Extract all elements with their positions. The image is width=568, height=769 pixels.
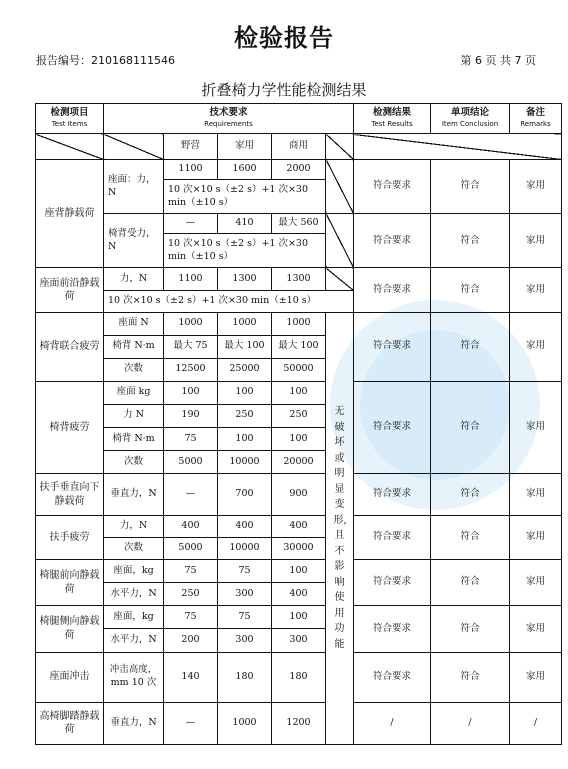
table-row: [36, 516, 562, 538]
result-cell: 符合要求: [354, 214, 431, 268]
sub-label: 垂直力，N: [104, 474, 164, 516]
results-table: [35, 103, 562, 745]
header-row: [36, 104, 562, 134]
table-row: [36, 214, 562, 234]
item-leg-forward-static: 椅腿前向静载荷: [36, 560, 104, 606]
value-cell: 75: [218, 560, 272, 583]
value-cell: 100: [272, 381, 326, 404]
result-cell: 符合要求: [354, 474, 431, 516]
conclusion-cell: 符合: [431, 160, 510, 214]
conclusion-cell: 符合: [431, 474, 510, 516]
value-cell: 1000: [272, 312, 326, 335]
page-title: 检验报告: [234, 24, 334, 52]
remark-cell: 家用: [510, 381, 562, 473]
value-cell: 最大 100: [272, 335, 326, 358]
category-commercial: 商用: [272, 134, 326, 160]
sub-label: 座面 kg: [104, 381, 164, 404]
value-cell: 100: [272, 606, 326, 629]
load-note: 10 次×10 s（±2 s）+1 次×30 min（±10 s）: [104, 290, 354, 312]
criteria-cell: [326, 312, 354, 744]
remark-cell: 家用: [510, 268, 562, 312]
item-leg-sideways-static: 椅腿侧向静载荷: [36, 606, 104, 652]
header-conclusion: 单项结论 Item Conclusion: [431, 104, 510, 134]
sub-label: 次数: [104, 538, 164, 560]
value-cell: 250: [218, 404, 272, 427]
value-cell: —: [164, 214, 218, 234]
remark-cell: 家用: [510, 474, 562, 516]
value-cell: 50000: [272, 358, 326, 381]
result-cell: 符合要求: [354, 560, 431, 606]
blank-diagonal-cell: [354, 134, 562, 160]
sub-label: 垂直力，N: [104, 702, 164, 744]
table-row: [36, 312, 562, 335]
result-cell: 符合要求: [354, 606, 431, 652]
value-cell: 250: [272, 404, 326, 427]
remark-cell: 家用: [510, 516, 562, 560]
value-cell: 30000: [272, 538, 326, 560]
sub-label: 椅背 N·m: [104, 427, 164, 450]
value-cell: 1000: [218, 702, 272, 744]
value-cell: 100: [272, 427, 326, 450]
value-cell: 1300: [272, 268, 326, 290]
value-cell: 200: [164, 629, 218, 652]
category-home: 家用: [218, 134, 272, 160]
remark-cell: 家用: [510, 606, 562, 652]
value-cell: 100: [272, 560, 326, 583]
value-cell: 12500: [164, 358, 218, 381]
blank-diagonal-cell: [326, 134, 354, 160]
conclusion-cell: 符合: [431, 312, 510, 381]
value-cell: 400: [164, 516, 218, 538]
sub-label: 椅背受力，N: [104, 214, 164, 268]
conclusion-cell: 符合: [431, 214, 510, 268]
table-row: [36, 160, 562, 180]
conclusion-cell: 符合: [431, 516, 510, 560]
value-cell: 10000: [218, 450, 272, 473]
blank-diagonal-cell: [326, 268, 354, 290]
header-test-items: 检测项目 Test Items: [36, 104, 104, 134]
value-cell: 75: [164, 606, 218, 629]
blank-diagonal-cell: [104, 134, 164, 160]
conclusion-cell: 符合: [431, 606, 510, 652]
sub-label: 力，N: [104, 516, 164, 538]
value-cell: 1000: [218, 312, 272, 335]
table-row: [36, 268, 562, 290]
load-note: 10 次×10 s（±2 s）+1 次×30 min（±10 s）: [164, 180, 326, 214]
value-cell: 20000: [272, 450, 326, 473]
item-footrest-static: 高椅脚踏静载荷: [36, 702, 104, 744]
category-row: [36, 134, 562, 160]
result-cell: 符合要求: [354, 516, 431, 560]
sub-label: 座面，kg: [104, 606, 164, 629]
table-subtitle: 折叠椅力学性能检测结果: [201, 81, 367, 99]
conclusion-cell: /: [431, 702, 510, 744]
item-front-edge-static: 座面前沿静载荷: [36, 268, 104, 312]
criteria-text: 无破坏或明显变形,且不影响使用功能: [333, 406, 347, 650]
value-cell: 1100: [164, 268, 218, 290]
value-cell: 900: [272, 474, 326, 516]
sub-label: 座面 N: [104, 312, 164, 335]
value-cell: 410: [218, 214, 272, 234]
value-cell: 75: [164, 427, 218, 450]
value-cell: 25000: [218, 358, 272, 381]
value-cell: 2000: [272, 160, 326, 180]
table-row: [36, 381, 562, 404]
result-cell: 符合要求: [354, 652, 431, 702]
category-camping: 野营: [164, 134, 218, 160]
item-back-fatigue: 椅背疲劳: [36, 381, 104, 473]
result-cell: 符合要求: [354, 312, 431, 381]
result-cell: 符合要求: [354, 160, 431, 214]
value-cell: 250: [164, 583, 218, 606]
value-cell: 700: [218, 474, 272, 516]
value-cell: 1000: [164, 312, 218, 335]
value-cell: 400: [218, 516, 272, 538]
value-cell: 100: [218, 427, 272, 450]
value-cell: 1600: [218, 160, 272, 180]
value-cell: 1200: [272, 702, 326, 744]
value-cell: 300: [218, 629, 272, 652]
sub-label: 座面：力，N: [104, 160, 164, 214]
sub-label: 水平力，N: [104, 583, 164, 606]
value-cell: —: [164, 702, 218, 744]
value-cell: 300: [218, 583, 272, 606]
value-cell: 10000: [218, 538, 272, 560]
value-cell: 最大 75: [164, 335, 218, 358]
sub-label: 力，N: [104, 268, 164, 290]
result-cell: 符合要求: [354, 268, 431, 312]
value-cell: 1100: [164, 160, 218, 180]
table-row: [36, 606, 562, 629]
value-cell: 100: [164, 381, 218, 404]
item-back-combined-fatigue: 椅背联合疲劳: [36, 312, 104, 381]
value-cell: 75: [218, 606, 272, 629]
remark-cell: /: [510, 702, 562, 744]
sub-label: 水平力，N: [104, 629, 164, 652]
header-requirements: 技术要求 Requirements: [104, 104, 354, 134]
header-remarks: 备注 Remarks: [510, 104, 562, 134]
item-armrest-fatigue: 扶手疲劳: [36, 516, 104, 560]
table-row: [36, 474, 562, 516]
value-cell: 400: [272, 583, 326, 606]
value-cell: 75: [164, 560, 218, 583]
conclusion-cell: 符合: [431, 268, 510, 312]
result-cell: /: [354, 702, 431, 744]
value-cell: 300: [272, 629, 326, 652]
sub-label: 次数: [104, 450, 164, 473]
header-results: 检测结果 Test Results: [354, 104, 431, 134]
value-cell: 5000: [164, 538, 218, 560]
blank-diagonal-cell: [326, 160, 354, 214]
sub-label: 冲击高度，mm 10 次: [104, 652, 164, 702]
remark-cell: 家用: [510, 312, 562, 381]
value-cell: 190: [164, 404, 218, 427]
table-row: [36, 702, 562, 744]
value-cell: 400: [272, 516, 326, 538]
value-cell: 140: [164, 652, 218, 702]
value-cell: 5000: [164, 450, 218, 473]
value-cell: 最大 560: [272, 214, 326, 234]
remark-cell: 家用: [510, 214, 562, 268]
page-indicator: 第 6 页 共 7 页: [460, 54, 536, 67]
result-cell: 符合要求: [354, 381, 431, 473]
remark-cell: 家用: [510, 652, 562, 702]
sub-label: 椅背 N·m: [104, 335, 164, 358]
sub-label: 力 N: [104, 404, 164, 427]
table-row: [36, 560, 562, 583]
table-row: [36, 652, 562, 702]
value-cell: 180: [272, 652, 326, 702]
value-cell: 180: [218, 652, 272, 702]
sub-label: 次数: [104, 358, 164, 381]
value-cell: 1300: [218, 268, 272, 290]
conclusion-cell: 符合: [431, 652, 510, 702]
conclusion-cell: 符合: [431, 560, 510, 606]
remark-cell: 家用: [510, 160, 562, 214]
sub-label: 座面，kg: [104, 560, 164, 583]
report-number: 报告编号：210168111546: [36, 54, 175, 67]
value-cell: —: [164, 474, 218, 516]
value-cell: 100: [218, 381, 272, 404]
load-note: 10 次×10 s（±2 s）+1 次×30 min（±10 s）: [164, 234, 326, 268]
blank-diagonal-cell: [36, 134, 104, 160]
blank-diagonal-cell: [326, 214, 354, 268]
conclusion-cell: 符合: [431, 381, 510, 473]
item-armrest-vertical-static: 扶手垂直向下静载荷: [36, 474, 104, 516]
remark-cell: 家用: [510, 560, 562, 606]
value-cell: 最大 100: [218, 335, 272, 358]
item-seat-back-static: 座背静载荷: [36, 160, 104, 268]
item-seat-impact: 座面冲击: [36, 652, 104, 702]
